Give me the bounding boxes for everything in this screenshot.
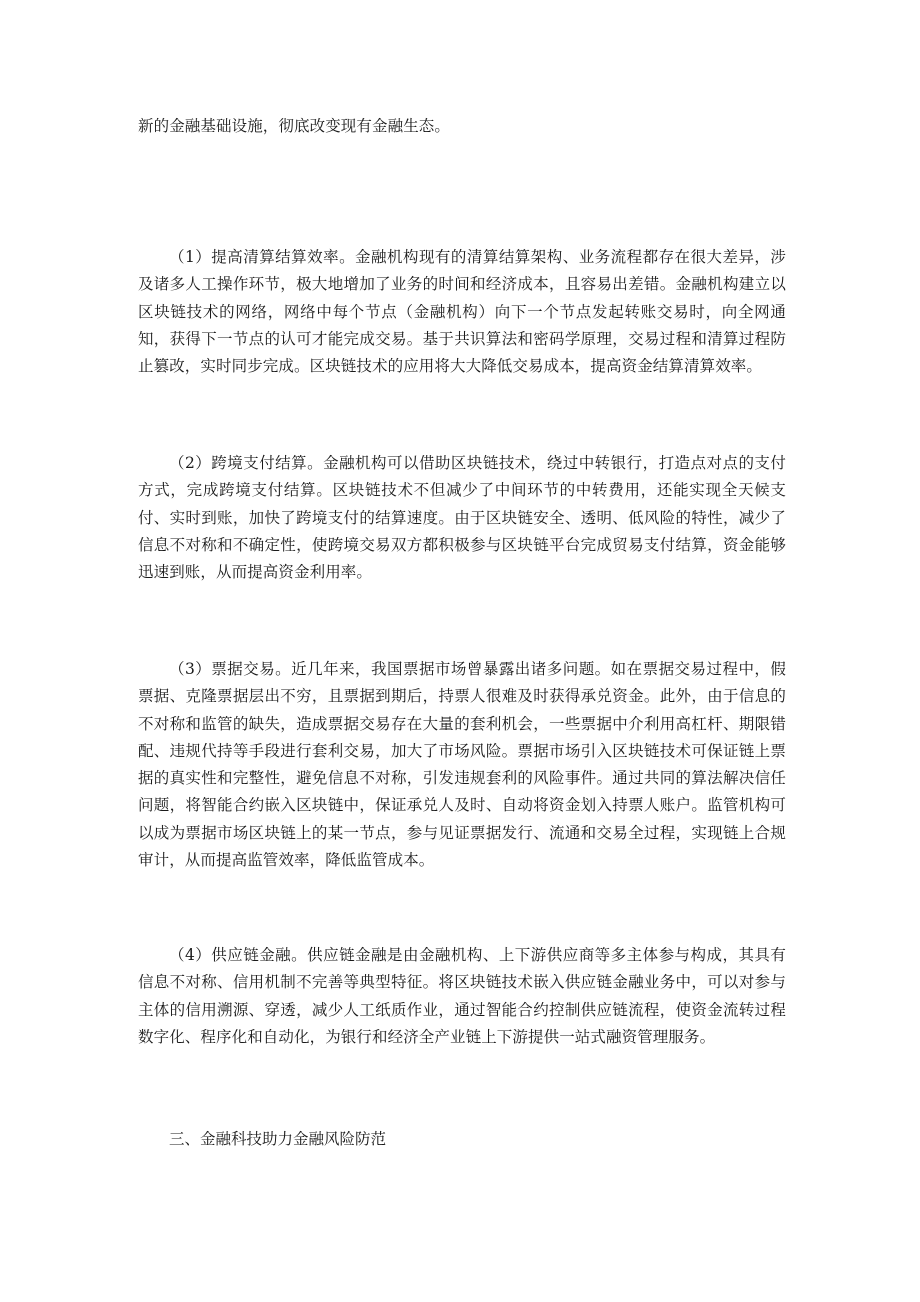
paragraph-clearing-settlement: （1）提高清算结算效率。金融机构现有的清算结算架构、业务流程都存在很大差异，涉及诸多人工操作环节，极大地增加了业务的时间和经济成本，且容易出差错。金融机构建立以区块链技术的网络，网络中每个节点（金融机构）向下一个节点发起转账交易时，向全网通知，获得下一节点的认可才能完成交易。基于共识算法和密码学原理，交易过程和清算过程防止篡改，实时同步完成。区块链技术的应用将大大降低交易成本，提高资金结算清算效率。 [138, 248, 786, 376]
paragraph-bill-trading: （3）票据交易。近几年来，我国票据市场曾暴露出诸多问题。如在票据交易过程中，假票据、克隆票据层出不穷，且票据到期后，持票人很难及时获得承兑资金。此外，由于信息的不对称和监管的缺失，造成票据交易存在大量的套利机会，一些票据中介利用高杠杆、期限错配、违规代持等手段进行套利交易，加大了市场风险。票据市场引入区块链技术可保证链上票据的真实性和完整性，避免信息不对称，引发违规套利的风险事件。通过共同的算法解决信任问题，将智能合约嵌入区块链中，保证承兑人及时、自动将资金划入持票人账户。监管机构可以成为票据市场区块链上的某一节点，参与见证票据发行、流通和交易全过程，实现链上合规审计，从而提高监管效率，降低监管成本。 [138, 660, 786, 870]
paragraph-cross-border-payment: （2）跨境支付结算。金融机构可以借助区块链技术，绕过中转银行，打造点对点的支付方式，完成跨境支付结算。区块链技术不但减少了中间环节的中转费用，还能实现全天候支付、实时到账，加快了跨境支付的结算速度。由于区块链安全、透明、低风险的特性，减少了信息不对称和不确定性，使跨境交易双方都积极参与区块链平台完成贸易支付结算，资金能够迅速到账，从而提高资金利用率。 [138, 454, 786, 582]
intro-paragraph-tail: 新的金融基础设施，彻底改变现有金融生态。 [138, 117, 451, 135]
paragraph-supply-chain-finance: （4）供应链金融。供应链金融是由金融机构、上下游供应商等多主体参与构成，其具有信息不对称、信用机制不完善等典型特征。将区块链技术嵌入供应链金融业务中，可以对参与主体的信用溯源、穿透，减少人工纸质作业，通过智能合约控制供应链流程，使资金流转过程数字化、程序化和自动化，为银行和经济全产业链上下游提供一站式融资管理服务。 [138, 946, 786, 1046]
section-heading: 三、金融科技助力金融风险防范 [169, 1130, 387, 1148]
